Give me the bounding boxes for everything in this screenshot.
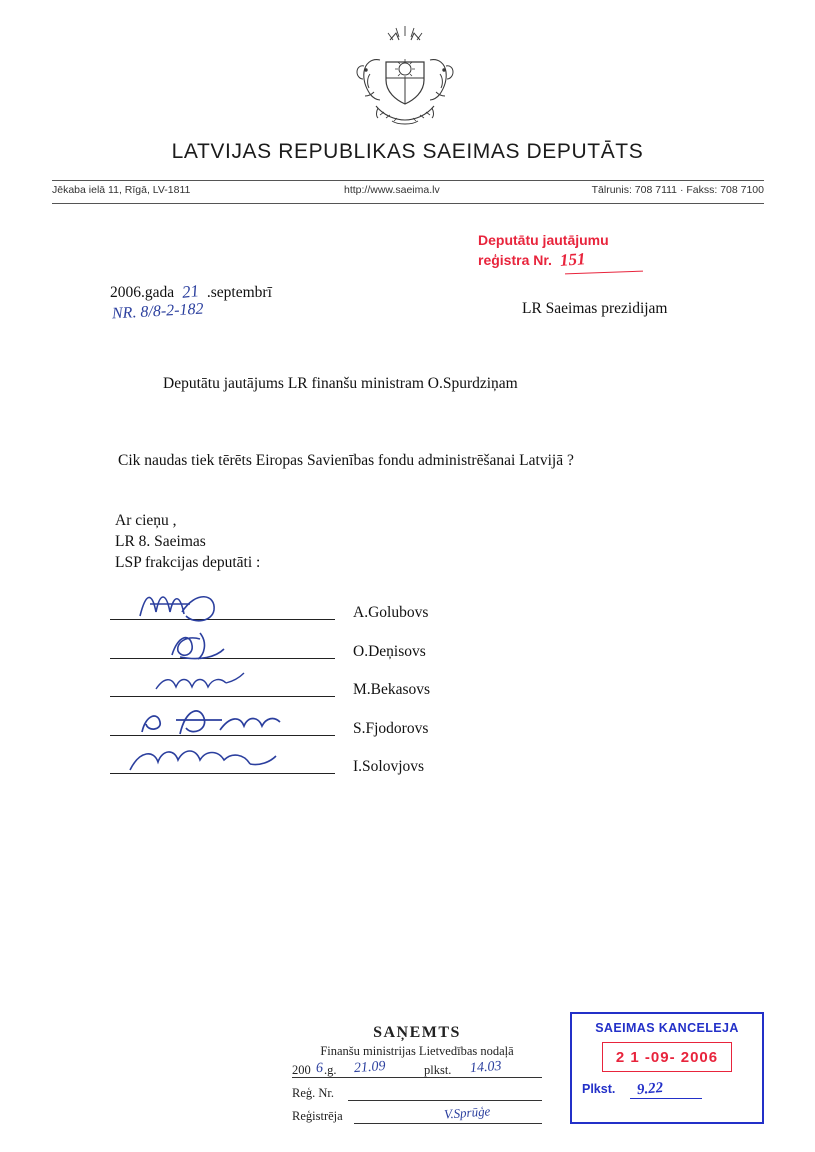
received-registrar-label: Reģistrēja	[292, 1109, 343, 1123]
date-day-handwritten: 21	[181, 281, 200, 302]
address-text: Jēkaba ielā 11, Rīgā, LV-1811	[52, 184, 191, 196]
received-registrar-handwritten: V.Sprūģe	[443, 1103, 491, 1122]
signature-row	[110, 754, 530, 793]
signature-line	[110, 735, 335, 736]
website-link[interactable]: http://www.saeima.lv	[344, 184, 440, 196]
signature-row	[110, 716, 530, 755]
signature-list	[110, 600, 530, 793]
document-number-handwritten: NR. 8/8-2-182	[111, 300, 204, 323]
phone-fax-text: Tālrunis: 708 7111 · Fakss: 708 7100	[591, 184, 764, 196]
registration-number-underline	[565, 271, 643, 275]
office-stamp-time-handwritten: 9.22	[636, 1079, 664, 1099]
received-stamp-date-field	[292, 1058, 542, 1080]
signature-row	[110, 600, 530, 639]
closing-block	[115, 510, 260, 573]
registration-stamp	[478, 230, 609, 270]
received-date-g-label: .g.	[324, 1063, 337, 1077]
received-stamp	[292, 1024, 542, 1126]
received-regnr-label: Reģ. Nr.	[292, 1086, 335, 1100]
signatory-name: O.Deņisovs	[353, 642, 426, 660]
header-rule-bottom	[52, 203, 764, 204]
office-stamp-time-row	[572, 1081, 762, 1098]
handwritten-signature	[120, 586, 350, 626]
signatory-name: I.Solovjovs	[353, 758, 425, 775]
closing-line-3: LSP frakcijas deputāti :	[115, 554, 261, 571]
registration-stamp-line2: reģistra Nr.	[478, 252, 552, 268]
received-stamp-title: SAŅEMTS	[373, 1024, 461, 1041]
received-time-handwritten: 14.03	[469, 1058, 502, 1077]
signature-line	[110, 773, 335, 774]
received-regnr-underline	[348, 1100, 542, 1101]
signature-row	[110, 677, 530, 716]
date-month-suffix: .septembrī	[206, 284, 272, 301]
received-stamp-department: Finanšu ministrijas Lietvedības nodaļā	[320, 1044, 514, 1058]
closing-line-1: Ar cieņu ,	[115, 512, 177, 529]
registration-number: 151	[559, 249, 586, 270]
received-date-label: 200	[292, 1063, 311, 1077]
signature-line	[110, 619, 335, 620]
contact-row	[52, 184, 764, 202]
date-year-prefix: 2006.gada	[110, 284, 175, 301]
office-stamp-title: SAEIMAS KANCELEJA	[595, 1021, 739, 1035]
received-date-handwritten: 21.09	[353, 1058, 386, 1077]
header-rule-top	[52, 180, 764, 181]
received-registrar-underline	[354, 1123, 542, 1124]
signatory-name: A.Golubovs	[353, 604, 429, 621]
office-stamp	[570, 1012, 764, 1124]
received-date-underline	[292, 1077, 542, 1078]
office-stamp-time-label: Plkst.	[582, 1082, 616, 1096]
closing-line-2: LR 8. Saeimas	[115, 533, 206, 550]
question-text: Cik naudas tiek tērēts Eiropas Savienības fondu administrēšanai Latvijā ?	[118, 452, 574, 469]
received-date-year-handwritten: 6	[315, 1060, 324, 1077]
subject-line: Deputātu jautājums LR finanšu ministram O.Spurdziņam	[163, 375, 518, 392]
latvia-coat-of-arms-icon	[330, 22, 480, 127]
received-time-label: plkst.	[424, 1063, 452, 1077]
signature-line	[110, 658, 335, 659]
addressee: LR Saeimas prezidijam	[522, 300, 668, 317]
date-line	[110, 282, 272, 302]
signature-row	[110, 639, 530, 678]
page-title: LATVIJAS REPUBLIKAS SAEIMAS DEPUTĀTS	[171, 140, 644, 163]
received-stamp-registrar-field	[292, 1103, 542, 1126]
registration-stamp-line1: Deputātu jautājumu	[478, 232, 609, 248]
signature-line	[110, 696, 335, 697]
signatory-name: M.Bekasovs	[353, 681, 431, 698]
signatory-name: S.Fjodorovs	[353, 719, 429, 737]
office-stamp-date: 2 1 -09- 2006	[602, 1042, 732, 1072]
received-stamp-regnr-field	[292, 1086, 542, 1103]
office-stamp-time-underline	[630, 1098, 702, 1099]
